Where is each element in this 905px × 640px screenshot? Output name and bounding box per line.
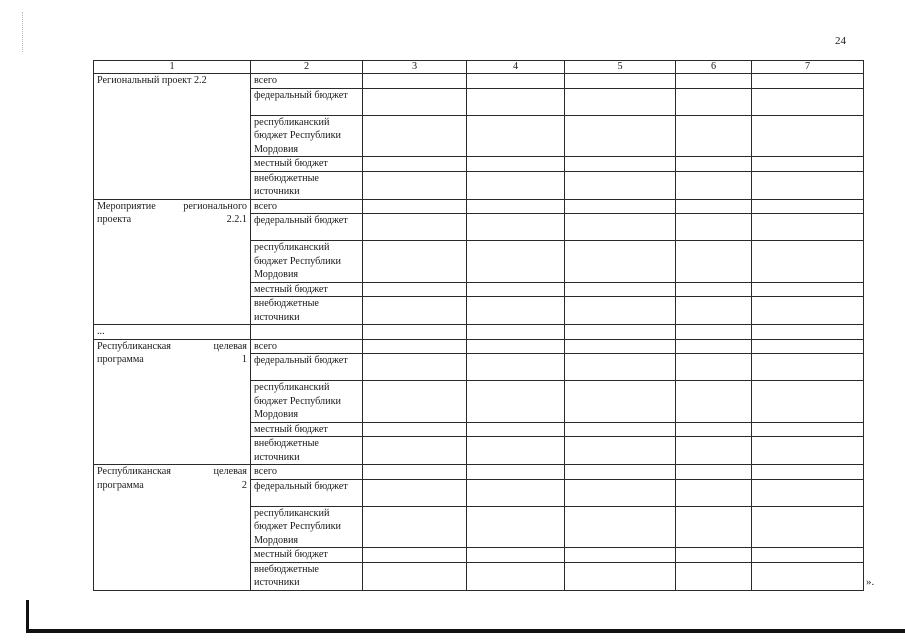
table-cell — [752, 437, 864, 465]
table-cell — [752, 214, 864, 241]
table-cell — [676, 437, 752, 465]
table-cell — [676, 241, 752, 283]
table-cell — [676, 422, 752, 437]
column-header-1: 1 — [94, 61, 251, 74]
table-cell — [752, 74, 864, 89]
table-cell — [363, 422, 467, 437]
source-local: местный бюджет — [251, 157, 363, 172]
table-cell — [467, 548, 565, 563]
table-cell — [752, 354, 864, 381]
table-cell — [467, 325, 565, 340]
table-cell — [467, 241, 565, 283]
table-cell — [676, 562, 752, 590]
table-cell — [467, 506, 565, 548]
table-cell — [565, 241, 676, 283]
source-extra: внебюджетные источники — [251, 562, 363, 590]
table-cell — [467, 199, 565, 214]
table-cell — [467, 479, 565, 506]
table-cell — [752, 199, 864, 214]
table-cell — [565, 157, 676, 172]
table-cell — [467, 214, 565, 241]
table-cell — [752, 479, 864, 506]
table-cell — [752, 548, 864, 563]
source-total: всего — [251, 339, 363, 354]
table-cell — [676, 74, 752, 89]
table-cell — [752, 297, 864, 325]
table-cell — [363, 199, 467, 214]
table-cell — [363, 381, 467, 423]
source-federal: федеральный бюджет — [251, 479, 363, 506]
source-republic: республиканский бюджет Республики Мордовия — [251, 241, 363, 283]
table-cell — [752, 465, 864, 480]
table-cell — [467, 88, 565, 115]
table-cell — [565, 479, 676, 506]
table-cell — [565, 88, 676, 115]
table-cell — [363, 88, 467, 115]
column-header-6: 6 — [676, 61, 752, 74]
table-cell — [752, 171, 864, 199]
table-cell — [676, 325, 752, 340]
table-cell — [363, 297, 467, 325]
table-cell — [467, 354, 565, 381]
table-cell — [467, 465, 565, 480]
table-cell — [467, 157, 565, 172]
table-cell — [565, 297, 676, 325]
table-cell — [676, 548, 752, 563]
table-cell — [363, 548, 467, 563]
table-cell — [565, 282, 676, 297]
table-cell — [752, 325, 864, 340]
column-header-2: 2 — [251, 61, 363, 74]
table-cell — [565, 354, 676, 381]
table-cell — [752, 88, 864, 115]
table-cell — [676, 199, 752, 214]
table-cell — [467, 74, 565, 89]
table-cell — [752, 422, 864, 437]
table-cell — [467, 282, 565, 297]
table-cell — [752, 241, 864, 283]
table-cell — [363, 157, 467, 172]
table-cell — [467, 115, 565, 157]
table-cell — [752, 282, 864, 297]
column-header-7: 7 — [752, 61, 864, 74]
table-cell — [363, 354, 467, 381]
table-cell — [363, 115, 467, 157]
table-row — [94, 465, 864, 480]
table-cell — [752, 562, 864, 590]
table-cell — [565, 74, 676, 89]
page-number: 24 — [835, 35, 846, 47]
table-cell — [676, 506, 752, 548]
table-cell — [676, 381, 752, 423]
source-federal: федеральный бюджет — [251, 88, 363, 115]
table-row — [94, 339, 864, 354]
table-cell — [467, 422, 565, 437]
table-cell — [565, 199, 676, 214]
source-federal: федеральный бюджет — [251, 354, 363, 381]
table-cell — [467, 171, 565, 199]
table-cell — [363, 325, 467, 340]
row-name-measure: Мероприятие регионального проекта 2.2.1 — [94, 199, 251, 325]
table-cell — [565, 325, 676, 340]
table-cell — [363, 562, 467, 590]
table-cell — [565, 548, 676, 563]
column-header-5: 5 — [565, 61, 676, 74]
table-cell — [251, 325, 363, 340]
table-row — [94, 325, 864, 340]
table-cell — [676, 171, 752, 199]
table-cell — [676, 282, 752, 297]
table-cell — [565, 381, 676, 423]
budget-table — [93, 60, 864, 591]
table-cell — [676, 157, 752, 172]
source-local: местный бюджет — [251, 282, 363, 297]
source-total: всего — [251, 199, 363, 214]
table-cell — [363, 241, 467, 283]
table-cell — [565, 171, 676, 199]
table-cell — [467, 297, 565, 325]
table-cell — [363, 479, 467, 506]
table-cell — [565, 422, 676, 437]
column-header-3: 3 — [363, 61, 467, 74]
source-local: местный бюджет — [251, 548, 363, 563]
table-cell — [752, 506, 864, 548]
table-cell — [467, 339, 565, 354]
table-cell — [363, 437, 467, 465]
scan-border-bottom — [26, 629, 905, 633]
source-republic: республиканский бюджет Республики Мордовия — [251, 506, 363, 548]
source-federal: федеральный бюджет — [251, 214, 363, 241]
table-header-row — [94, 61, 864, 74]
source-extra: внебюджетные источники — [251, 437, 363, 465]
source-total: всего — [251, 74, 363, 89]
source-republic: республиканский бюджет Республики Мордовия — [251, 115, 363, 157]
table-cell — [363, 171, 467, 199]
table-cell — [752, 157, 864, 172]
table-cell — [565, 437, 676, 465]
table-cell — [676, 339, 752, 354]
table-cell — [676, 354, 752, 381]
closing-quote: ». — [866, 576, 875, 588]
table-cell — [676, 479, 752, 506]
source-total: всего — [251, 465, 363, 480]
table-cell — [467, 437, 565, 465]
table-cell — [565, 506, 676, 548]
table-row — [94, 74, 864, 89]
table-cell — [363, 339, 467, 354]
table-cell — [676, 214, 752, 241]
table-cell — [363, 74, 467, 89]
row-name-target-program-1: Республиканская целевая программа 1 — [94, 339, 251, 465]
table-row — [94, 199, 864, 214]
table-cell — [363, 506, 467, 548]
table-cell — [363, 282, 467, 297]
table-cell — [467, 381, 565, 423]
table-cell — [363, 465, 467, 480]
table-cell — [752, 339, 864, 354]
table-cell — [676, 115, 752, 157]
table-cell — [565, 115, 676, 157]
table-cell — [467, 562, 565, 590]
source-local: местный бюджет — [251, 422, 363, 437]
table-cell — [565, 562, 676, 590]
table-cell — [752, 115, 864, 157]
source-extra: внебюджетные источники — [251, 297, 363, 325]
column-header-4: 4 — [467, 61, 565, 74]
table-cell — [363, 214, 467, 241]
table-cell — [752, 381, 864, 423]
source-extra: внебюджетные источники — [251, 171, 363, 199]
scan-edge-marks — [22, 12, 25, 52]
table-cell — [565, 214, 676, 241]
table-cell — [676, 465, 752, 480]
source-republic: республиканский бюджет Республики Мордовия — [251, 381, 363, 423]
row-name-target-program-2: Республиканская целевая программа 2 — [94, 465, 251, 591]
table-cell — [565, 465, 676, 480]
table-cell — [676, 88, 752, 115]
table-cell — [676, 297, 752, 325]
table-cell — [565, 339, 676, 354]
row-name-regional-project: Региональный проект 2.2 — [94, 74, 251, 200]
row-name-ellipsis: ... — [94, 325, 251, 340]
